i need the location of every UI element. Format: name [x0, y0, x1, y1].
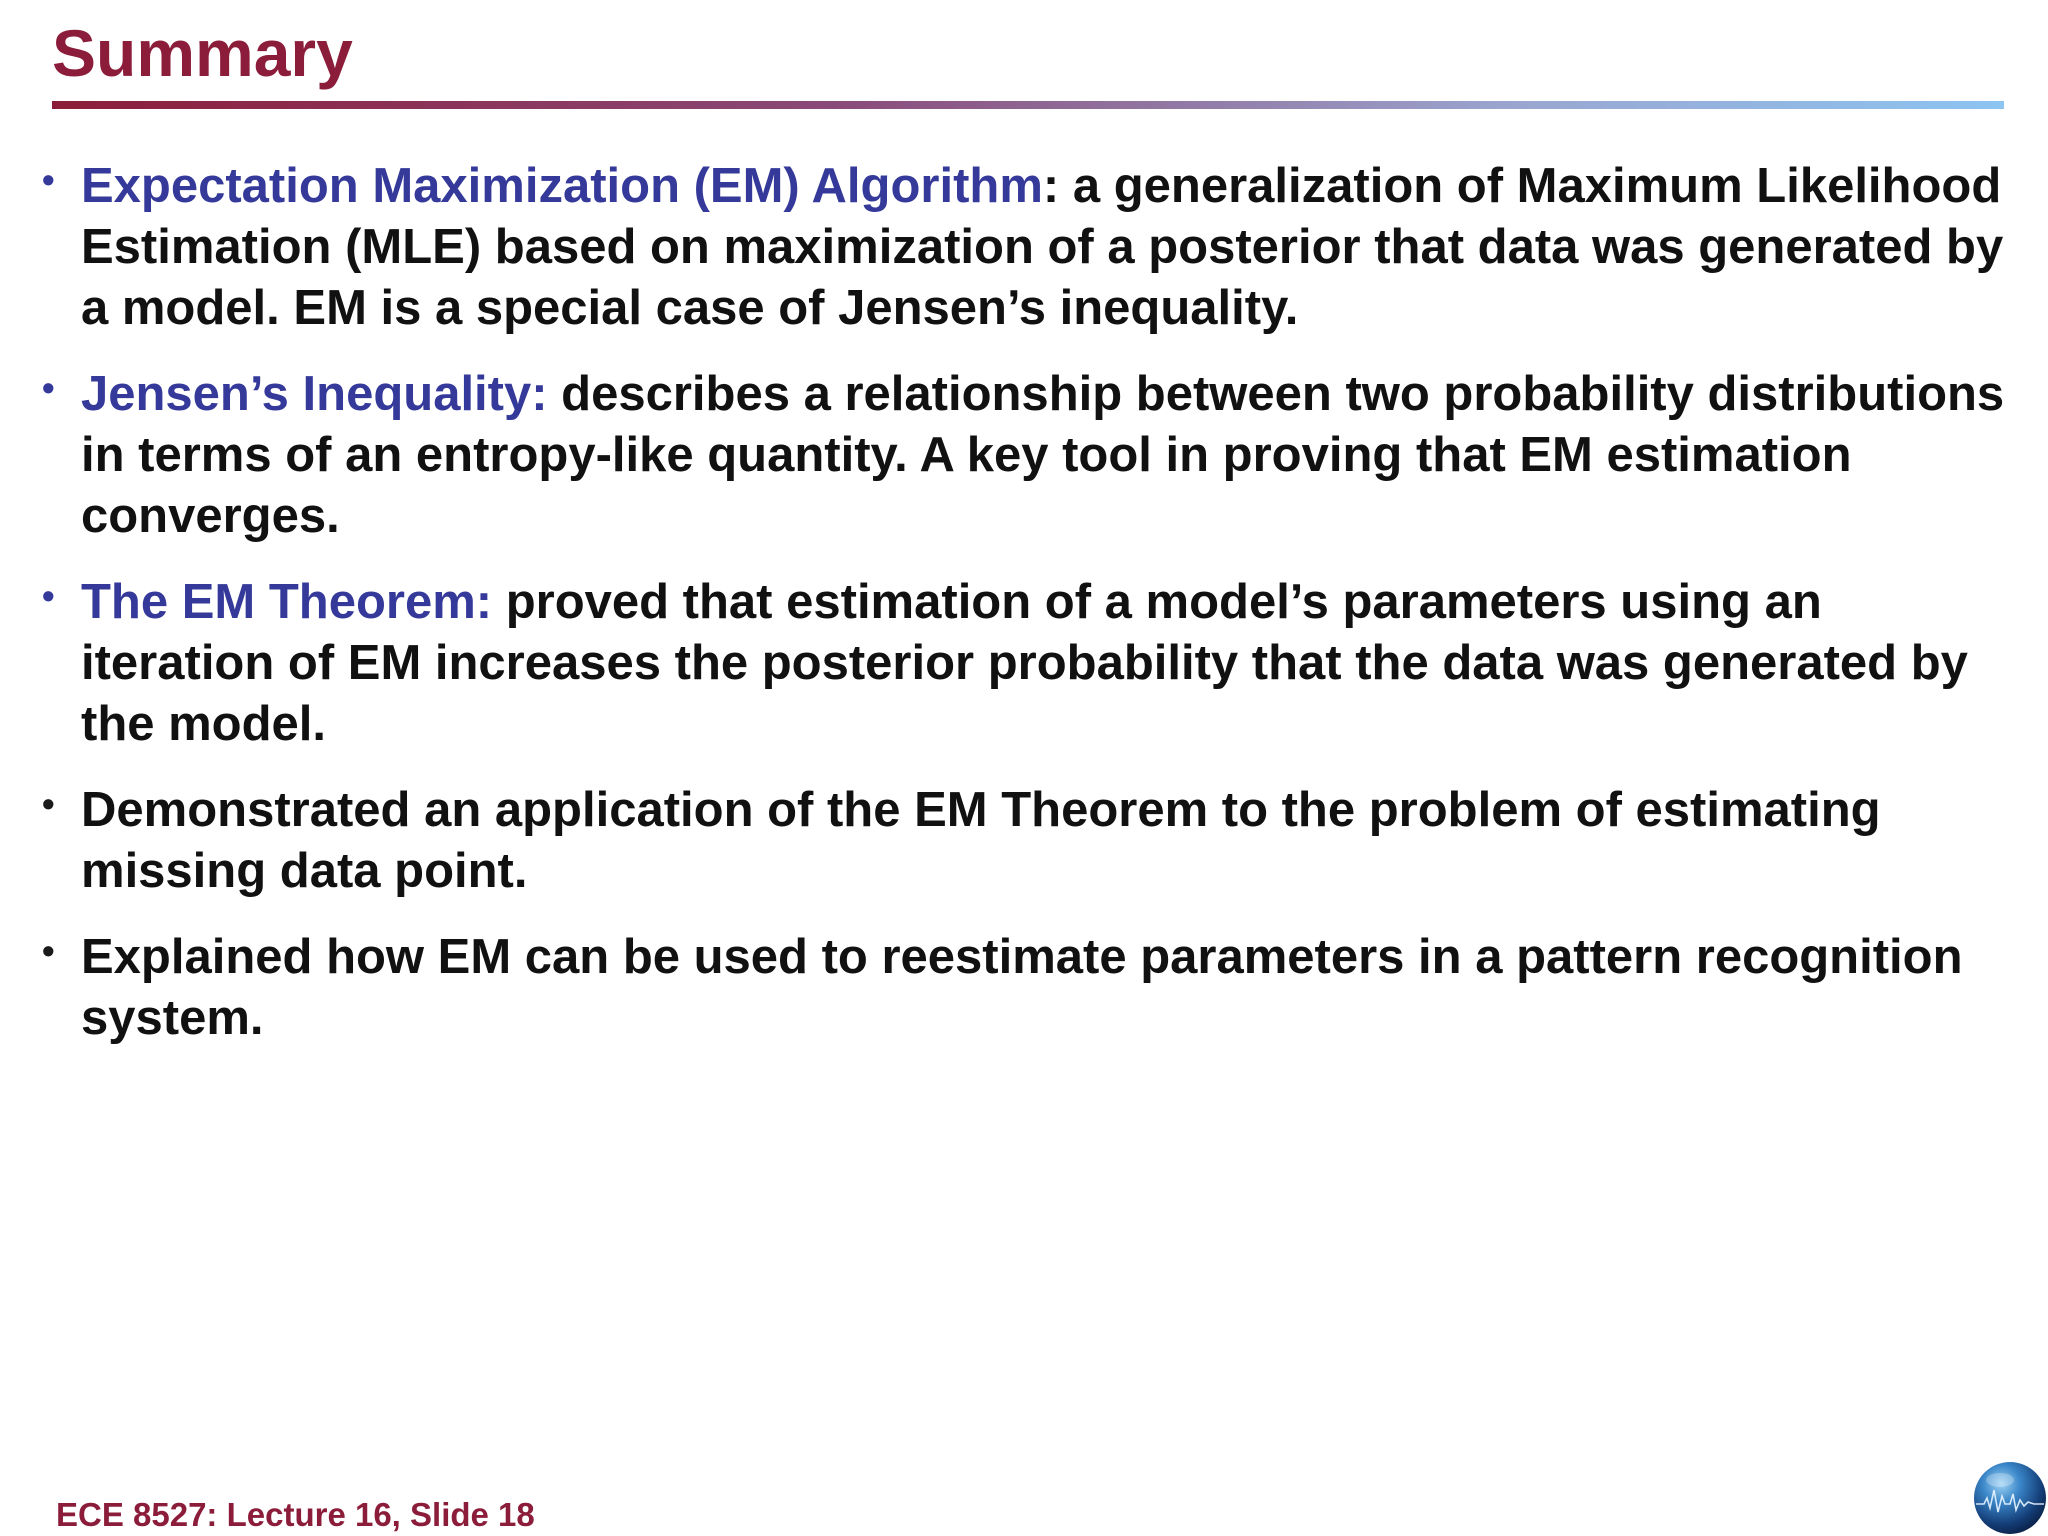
bullet-item: [40, 927, 2010, 1049]
bullet-dot: •: [42, 930, 55, 971]
bullet-item: [40, 364, 2010, 547]
title-divider: [52, 101, 2004, 109]
bullet-dot: •: [42, 159, 55, 200]
bullet-text: describes a relationship between two probability distributions in terms of an entropy-like quantity. A key tool in proving that EM estimation converges.: [81, 367, 2005, 543]
bullet-text: Explained how EM can be used to reestimate parameters in a pattern recognition system.: [81, 930, 1963, 1045]
bullet-dot: •: [42, 575, 55, 616]
bullet-dot: •: [42, 367, 55, 408]
bullet-text: Demonstrated an application of the EM Theorem to the problem of estimating missing data point.: [81, 783, 1881, 898]
bullet-dot: •: [42, 783, 55, 824]
slide-footer: ECE 8527: Lecture 16, Slide 18: [56, 1496, 535, 1533]
bullet-item: [40, 780, 2010, 902]
bullet-term: Jensen’s Inequality:: [81, 367, 548, 421]
bullet-list: [40, 156, 2010, 1074]
globe-waveform-logo-icon: [1970, 1460, 2048, 1536]
slide-title: Summary: [52, 16, 353, 90]
bullet-item: [40, 156, 2010, 339]
bullet-term: Expectation Maximization (EM) Algorithm: [81, 159, 1043, 213]
bullet-text: proved that estimation of a model’s parameters using an iteration of EM increases the posterior probability that the data was generated by the model.: [81, 575, 1968, 751]
bullet-term: The EM Theorem:: [81, 575, 493, 629]
bullet-text: : a generalization of Maximum Likelihood Estimation (MLE) based on maximization of a posterior that data was generated by a model. EM is a special case of Jensen’s inequality.: [81, 159, 2004, 335]
bullet-item: [40, 572, 2010, 755]
